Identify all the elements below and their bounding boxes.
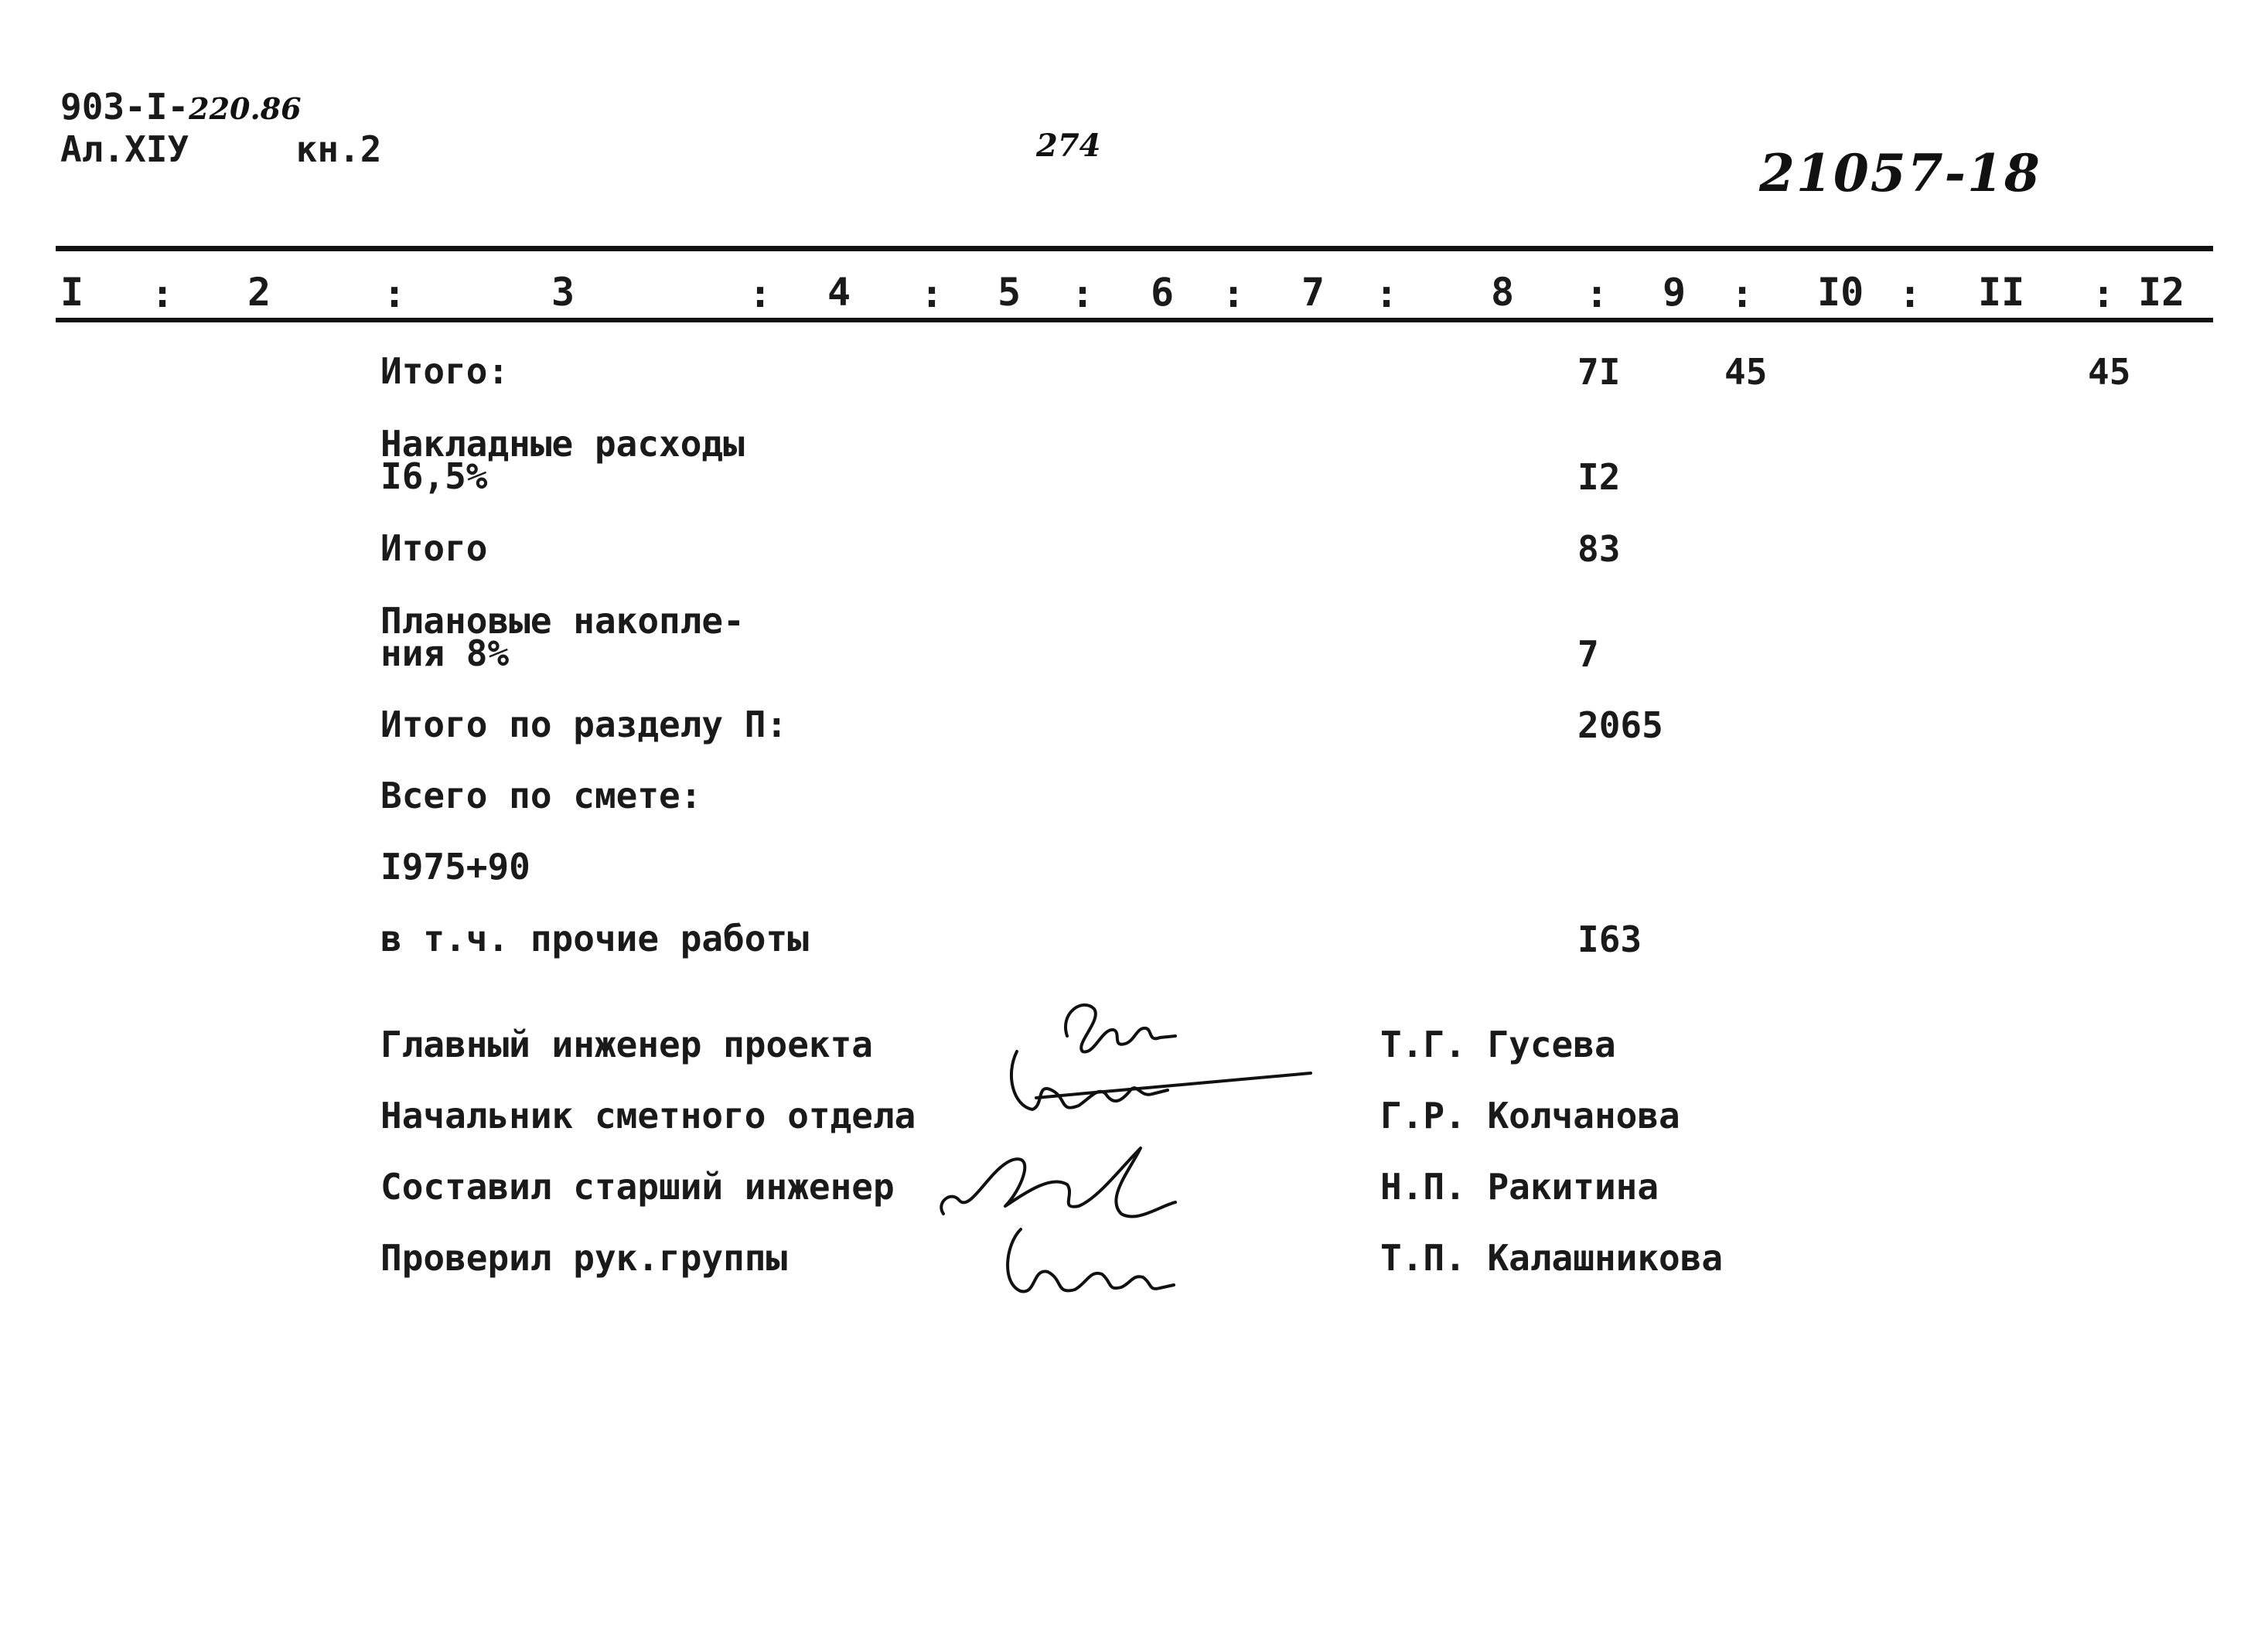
- column-header: 2: [247, 270, 271, 315]
- header-bottom-rule: [56, 318, 2213, 322]
- signatory-role: Главный инженер проекта: [380, 1024, 873, 1065]
- signatory-name: Т.П. Калашникова: [1380, 1237, 1724, 1279]
- row-label-line1: Накладные расходы: [380, 423, 745, 465]
- signature-2: [1011, 1051, 1168, 1109]
- column-header: 7: [1301, 270, 1325, 315]
- signature-3: [941, 1148, 1175, 1217]
- column-separator: :: [1222, 271, 1246, 316]
- document-code: [60, 87, 381, 169]
- column-header: 6: [1151, 270, 1175, 315]
- document-number: 21057-18: [1759, 143, 2041, 203]
- column-header: 8: [1491, 270, 1515, 315]
- column-separator: :: [2092, 271, 2116, 316]
- signature-1: [1066, 1005, 1175, 1052]
- column-separator: :: [151, 271, 175, 316]
- signature-4: [1008, 1229, 1174, 1291]
- cell-col8: I63: [1577, 918, 1642, 960]
- signatory-name: Г.Р. Колчанова: [1380, 1095, 1680, 1137]
- column-separator: :: [1071, 271, 1095, 316]
- cell-col9: 45: [1724, 351, 1768, 393]
- column-separator: :: [749, 271, 772, 316]
- row-label-line2: I6,5%: [380, 455, 488, 497]
- column-separator: :: [1585, 271, 1609, 316]
- row-label-line2: ния 8%: [380, 632, 510, 674]
- album-book-code: Ал.XIУ кн.2: [60, 128, 382, 170]
- cell-col8: 83: [1577, 528, 1621, 570]
- column-header: I: [60, 270, 84, 315]
- column-separator: :: [1898, 271, 1922, 316]
- signature-underline: [1036, 1073, 1311, 1098]
- series-code: 903-I-: [60, 86, 189, 128]
- cell-col8: 7: [1577, 633, 1599, 675]
- signatory-name: Т.Г. Гусева: [1380, 1024, 1616, 1065]
- cell-col8: 2065: [1577, 704, 1663, 746]
- signatory-role: Проверил рук.группы: [380, 1237, 788, 1279]
- handwritten-signatures: [928, 982, 1330, 1322]
- row-label: I975+90: [380, 846, 530, 888]
- signatory-role: Начальник сметного отдела: [380, 1095, 916, 1137]
- column-header: II: [1978, 270, 2025, 315]
- row-label: Итого: [380, 527, 488, 569]
- column-header: I0: [1817, 270, 1864, 315]
- cell-col8: I2: [1577, 456, 1621, 498]
- column-header: 9: [1663, 270, 1687, 315]
- column-header: 3: [551, 270, 575, 315]
- row-label: Всего по смете:: [380, 775, 702, 816]
- column-separator: :: [1731, 271, 1755, 316]
- row-label: в т.ч. прочие работы: [380, 918, 809, 959]
- row-label: Итого:: [380, 350, 510, 392]
- cell-col8: 7I: [1577, 351, 1621, 393]
- row-label: Итого по разделу П:: [380, 704, 788, 745]
- header-top-rule: [56, 246, 2213, 251]
- column-separator: :: [1375, 271, 1399, 316]
- signatory-name: Н.П. Ракитина: [1380, 1166, 1659, 1208]
- column-separator: :: [383, 271, 407, 316]
- page-number: 274: [1036, 128, 1101, 164]
- cell-col12: 45: [2088, 351, 2131, 393]
- row-label-line1: Плановые накопле-: [380, 600, 745, 642]
- column-separator: :: [920, 271, 944, 316]
- column-header: 5: [998, 270, 1021, 315]
- column-header: 4: [827, 270, 851, 315]
- column-header: I2: [2138, 270, 2185, 315]
- signatory-role: Составил старший инженер: [380, 1166, 895, 1208]
- series-number-handwritten: 220.86: [189, 91, 302, 126]
